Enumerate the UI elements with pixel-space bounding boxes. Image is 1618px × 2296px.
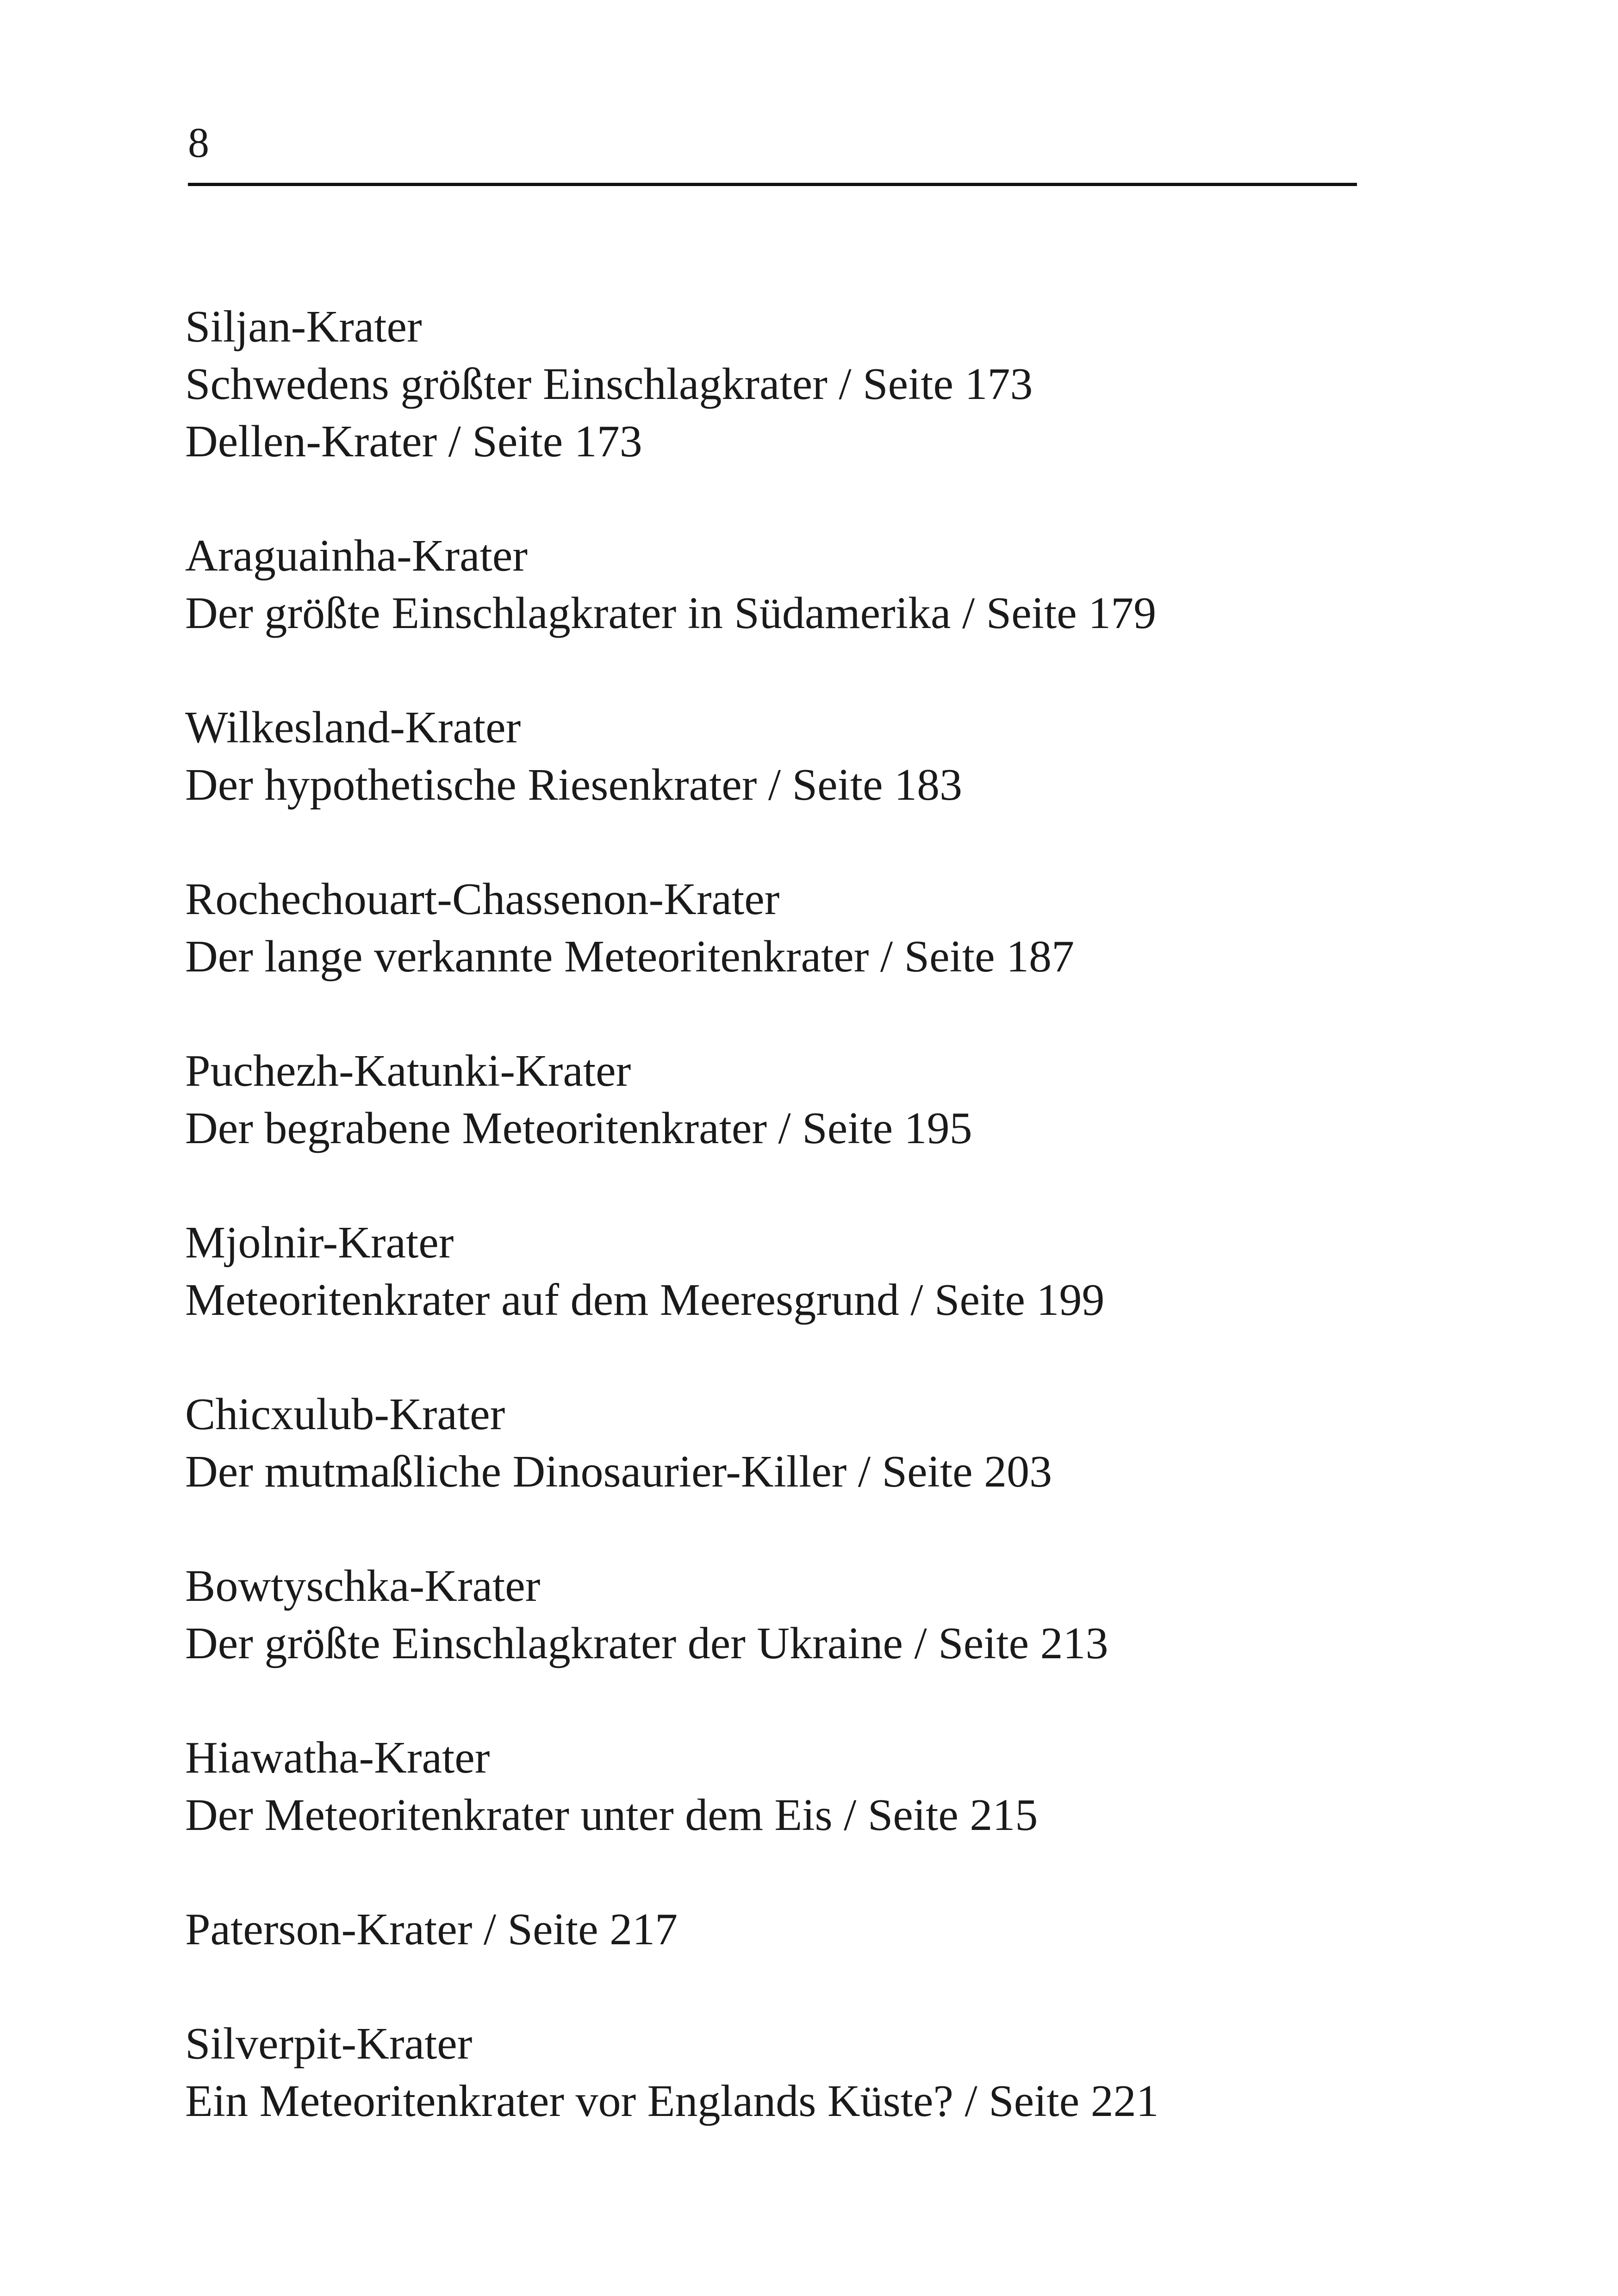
toc-entry-paterson [185, 1901, 1527, 1958]
entry-title: Wilkesland-Krater [185, 703, 521, 753]
entry-title: Siljan-Krater [185, 302, 422, 352]
header-rule [188, 183, 1357, 186]
entry-subtitle: Der lange verkannte Meteoritenkrater / Seite 187 [185, 932, 1075, 982]
toc-entry-silverpit [185, 2015, 1527, 2130]
toc-entry-rochechouart [185, 871, 1527, 985]
toc-entry-puchezh [185, 1042, 1527, 1157]
toc-entry-araguainha [185, 527, 1527, 642]
entry-title: Bowtyschka-Krater [185, 1561, 541, 1611]
toc-entry-chicxulub [185, 1386, 1527, 1500]
entry-subtitle: Der größte Einschlagkrater der Ukraine / Seite 213 [185, 1618, 1108, 1668]
entry-title: Paterson-Krater / Seite 217 [185, 1904, 678, 1954]
entry-title: Hiawatha-Krater [185, 1733, 490, 1783]
toc-entry-hiawatha [185, 1729, 1527, 1844]
toc-entry-wilkesland [185, 699, 1527, 814]
toc-entry-mjolnir [185, 1214, 1527, 1329]
entry-subtitle: Meteoritenkrater auf dem Meeresgrund / Seite 199 [185, 1275, 1105, 1325]
toc-entry-bowtyschka [185, 1557, 1527, 1672]
toc-entry-siljan [185, 298, 1527, 470]
entry-title: Rochechouart-Chassenon-Krater [185, 874, 780, 924]
entry-title: Puchezh-Katunki-Krater [185, 1046, 631, 1096]
entry-title: Araguainha-Krater [185, 531, 528, 581]
entry-subtitle: Der mutmaßliche Dinosaurier-Killer / Seite 203 [185, 1447, 1052, 1497]
entry-title: Silverpit-Krater [185, 2019, 473, 2069]
entry-subtitle: Der größte Einschlagkrater in Südamerika / Seite 179 [185, 588, 1157, 638]
entry-subtitle: Schwedens größter Einschlagkrater / Seite 173 [185, 359, 1033, 409]
table-of-contents [185, 298, 1527, 2187]
entry-subtitle: Ein Meteoritenkrater vor Englands Küste? / Seite 221 [185, 2076, 1159, 2126]
entry-subtitle: Dellen-Krater / Seite 173 [185, 417, 642, 467]
page-number: 8 [188, 119, 209, 166]
entry-subtitle: Der Meteoritenkrater unter dem Eis / Seite 215 [185, 1790, 1038, 1840]
entry-title: Mjolnir-Krater [185, 1218, 454, 1268]
entry-subtitle: Der begrabene Meteoritenkrater / Seite 195 [185, 1103, 972, 1153]
entry-subtitle: Der hypothetische Riesenkrater / Seite 183 [185, 760, 963, 810]
entry-title: Chicxulub-Krater [185, 1389, 505, 1439]
